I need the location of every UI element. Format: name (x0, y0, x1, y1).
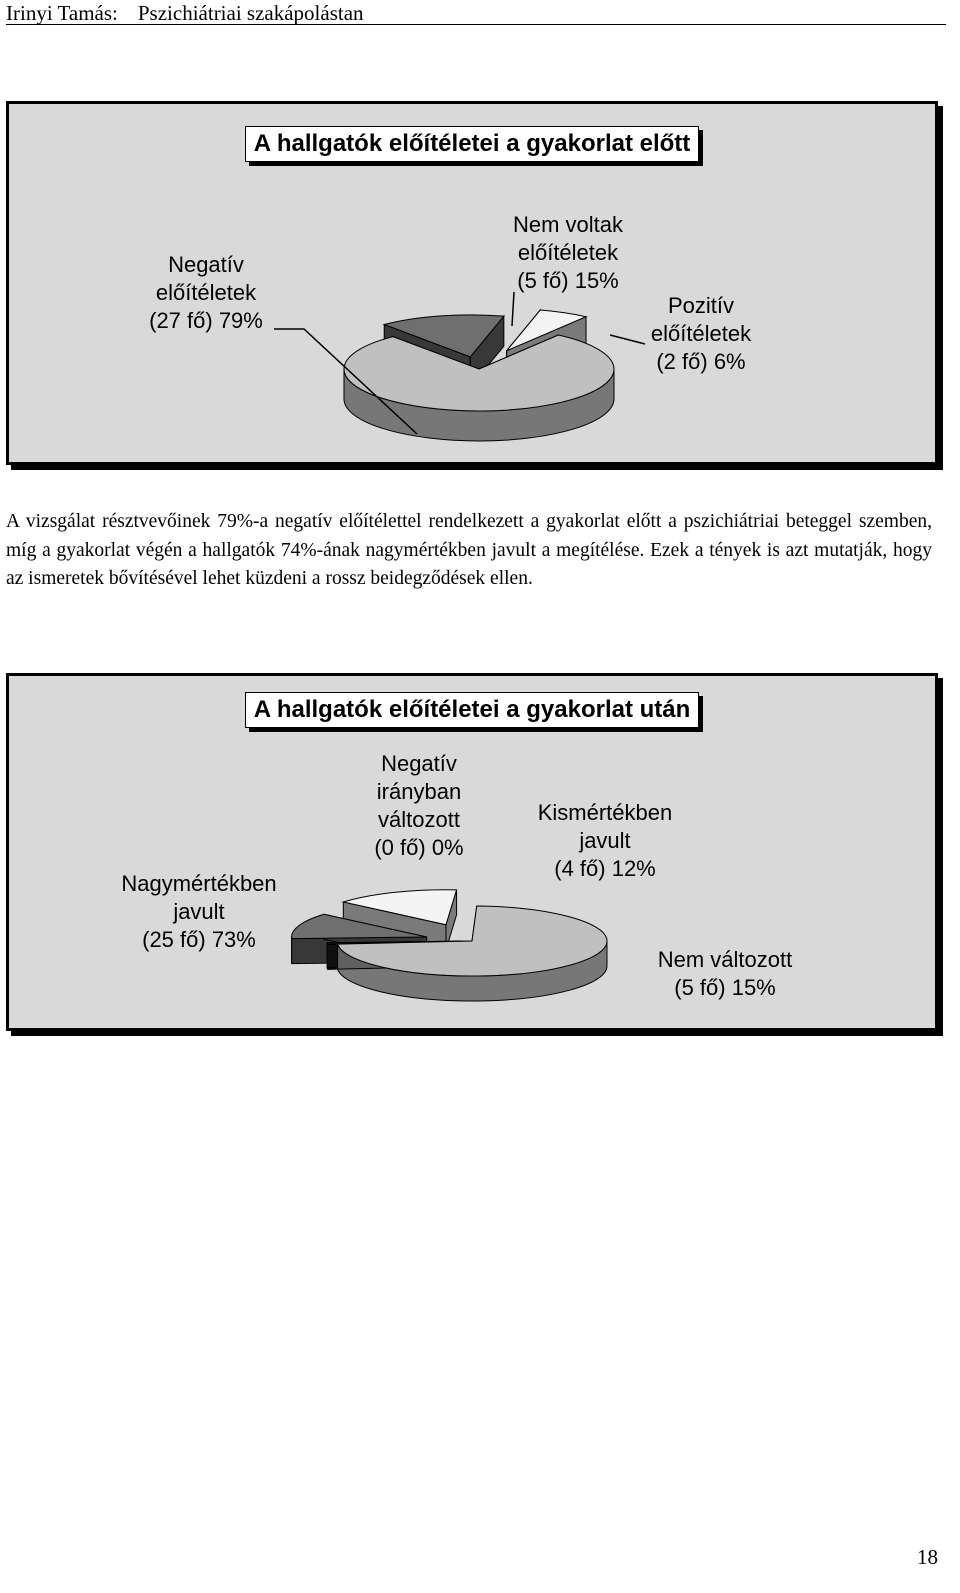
label-nagymertekben-javult: Nagymértékben javult (25 fő) 73% (121, 871, 277, 952)
pie-chart-before (6, 101, 938, 465)
body-paragraph: A vizsgálat résztvevőinek 79%-a negatív előítélettel rendelkezett a gyakorlat előtt a pszichiátriai beteggel szemben, míg a gyakorlat végén a hallgatók 74%-ának nagymértékben javult a megítélése. Ezek a tények is azt mutatják, hogy az ismeretek bővítésével lehet küzdeni a rossz beidegződések ellen. (6, 511, 932, 589)
label-negativ-eloitelet: Negatív előítéletek (27 fő) 79% (149, 252, 263, 333)
leader-nem-voltak (512, 292, 514, 326)
label-kismertekben-javult: Kismértékben javult (4 fő) 12% (537, 800, 673, 881)
chart-title-before: A hallgatók előítéletei a gyakorlat előtt (245, 126, 700, 162)
label-pozitiv-eloitelet: Pozitív előítéletek (2 fő) 6% (650, 293, 752, 374)
chart-title-after: A hallgatók előítéletei a gyakorlat után (245, 692, 700, 728)
label-nem-voltak-eloitelet: Nem voltak előítéletek (5 fő) 15% (512, 212, 624, 293)
label-negativ-iranyban: Negatív irányban változott (0 fő) 0% (374, 751, 464, 860)
label-nem-valtozott: Nem változott (5 fő) 15% (657, 947, 793, 1000)
pie-chart-after-plot (9, 676, 935, 1028)
page-number: 18 (917, 1545, 938, 1569)
pie-chart-after (6, 673, 938, 1031)
leader-pozitiv (610, 335, 645, 344)
header-title: Pszichiátriai szakápolástan (137, 1, 364, 25)
header-author: Irinyi Tamás: (6, 1, 118, 25)
pie-chart-before-plot (9, 104, 935, 462)
page-header (6, 0, 946, 25)
